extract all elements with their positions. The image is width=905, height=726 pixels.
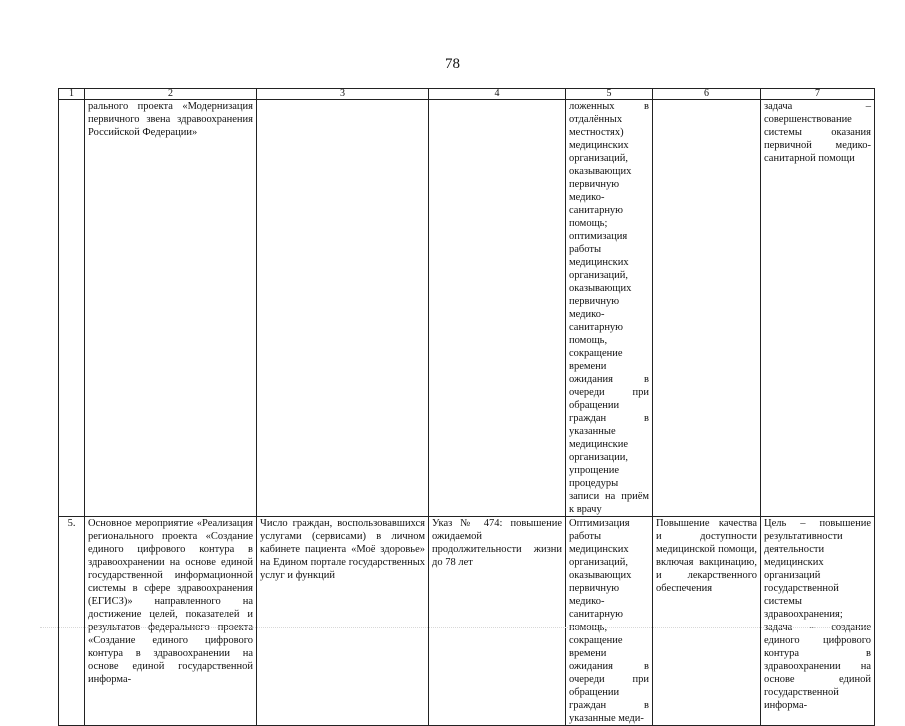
cell-task: Оптимизация работы медицинских организаций, оказывающих первичную медико-санитарную помощь, сокращение времени ожидания в очереди при обращении граждан в указанные меди- (566, 517, 653, 726)
header-col-3: 3 (257, 89, 429, 100)
cell-decree: Указ № 474: повышение ожидаемой продолжительности жизни до 78 лет (429, 517, 566, 726)
cell-activity: Основное мероприятие «Реализация регионального проекта «Создание единого цифрового контура в здравоохранении на основе единой государственной информационной системы в сфере здравоохранения (ЕГИСЗ)» направленного на достижение целей, показателей и результатов федерального проекта «Создание единого цифрового контура в здравоохранении на основе единой государственной информа- (85, 517, 257, 726)
cell-indicator: Число граждан, воспользовавшихся услугами (сервисами) в личном кабинете пациента «Моё здоровье» на Едином портале государственных услуг и функций (257, 517, 429, 726)
header-col-6: 6 (653, 89, 761, 100)
header-col-1: 1 (59, 89, 85, 100)
header-col-7: 7 (761, 89, 875, 100)
document-table (58, 88, 875, 726)
cell-task: ложенных в отдалённых местностях) медицинских организаций, оказывающих первичную медико-санитарную помощь; оптимизация работы медицинских организаций, оказывающих первичную медико-санитарную помощь, сокращение времени ожидания в очереди при обращении граждан в указанные медицинские организации, упрощение процедуры записи на приём к врачу (566, 100, 653, 517)
cell-number: 5. (59, 517, 85, 726)
cell-activity: рального проекта «Модернизация первичного звена здравоохранения Российской Федерации» (85, 100, 257, 517)
header-col-5: 5 (566, 89, 653, 100)
cell-direction: Повышение качества и доступности медицинской помощи, включая вакцинацию, и лекарственного обеспечения (653, 517, 761, 726)
cell-goal: задача – совершенствование системы оказания первичной медико-санитарной помощи (761, 100, 875, 517)
cell-indicator (257, 100, 429, 517)
header-col-4: 4 (429, 89, 566, 100)
page-number: 78 (445, 56, 460, 72)
cell-number (59, 100, 85, 517)
cell-decree (429, 100, 566, 517)
cell-goal: Цель – повышение результативности деятельности медицинских организаций государственной системы здравоохранения; задача – создание единого цифрового контура в здравоохранении на основе единой государственной информа- (761, 517, 875, 726)
header-col-2: 2 (85, 89, 257, 100)
header-row (59, 89, 875, 100)
cell-direction (653, 100, 761, 517)
table-row-continuation (59, 100, 875, 517)
table-row-5 (59, 517, 875, 726)
scan-artifact-line (40, 627, 870, 630)
